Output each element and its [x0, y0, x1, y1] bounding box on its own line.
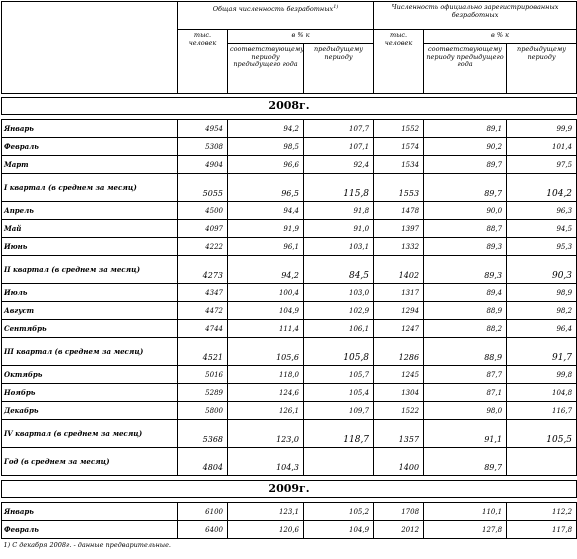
registered-yoy-percent: 89,7 — [424, 174, 507, 202]
registered-yoy-percent: 98,0 — [424, 402, 507, 420]
header-same-period-registered: соответствующему периоду предыдущего года — [424, 44, 507, 94]
total-thousand: 5055 — [178, 174, 228, 202]
registered-prev-percent: 96,3 — [507, 202, 577, 220]
table-row — [2, 256, 577, 284]
total-thousand: 6400 — [178, 521, 228, 539]
row-label: Июль — [2, 284, 178, 302]
total-yoy-percent: 98,5 — [228, 138, 304, 156]
registered-yoy-percent: 87,7 — [424, 366, 507, 384]
registered-yoy-percent: 90,0 — [424, 202, 507, 220]
total-thousand: 4347 — [178, 284, 228, 302]
row-label: Март — [2, 156, 178, 174]
table-row — [2, 238, 577, 256]
table-row — [2, 120, 577, 138]
total-prev-percent: 103,0 — [304, 284, 374, 302]
table-row — [2, 503, 577, 521]
total-yoy-percent: 120,6 — [228, 521, 304, 539]
total-thousand: 5800 — [178, 402, 228, 420]
registered-yoy-percent: 88,2 — [424, 320, 507, 338]
total-thousand: 4472 — [178, 302, 228, 320]
total-thousand: 4744 — [178, 320, 228, 338]
registered-prev-percent: 116,7 — [507, 402, 577, 420]
row-label: Август — [2, 302, 178, 320]
total-thousand: 4954 — [178, 120, 228, 138]
header-total-group: Общая численность безработных$^{1)}$ — [178, 2, 374, 30]
total-prev-percent: 104,9 — [304, 521, 374, 539]
total-thousand: 4273 — [178, 256, 228, 284]
total-thousand: 5289 — [178, 384, 228, 402]
registered-yoy-percent: 91,1 — [424, 420, 507, 448]
row-label: III квартал (в среднем за месяц) — [2, 338, 178, 366]
row-label: Июнь — [2, 238, 178, 256]
registered-thousand: 1400 — [374, 448, 424, 476]
row-label: Сентябрь — [2, 320, 178, 338]
total-yoy-percent: 104,9 — [228, 302, 304, 320]
registered-yoy-percent: 89,4 — [424, 284, 507, 302]
year-2009-label: 2009г. — [2, 481, 577, 498]
total-thousand: 4097 — [178, 220, 228, 238]
total-yoy-percent: 91,9 — [228, 220, 304, 238]
registered-thousand: 1245 — [374, 366, 424, 384]
registered-thousand: 1397 — [374, 220, 424, 238]
total-thousand: 4804 — [178, 448, 228, 476]
total-yoy-percent: 126,1 — [228, 402, 304, 420]
footnote: 1) С декабря 2008г. - данные предварительные. — [2, 539, 577, 552]
header-prev-period-total: предыдущему периоду — [304, 44, 374, 94]
registered-thousand: 1552 — [374, 120, 424, 138]
total-thousand: 5308 — [178, 138, 228, 156]
row-label: Январь — [2, 120, 178, 138]
table-row — [2, 338, 577, 366]
registered-prev-percent: 90,3 — [507, 256, 577, 284]
row-label: Октябрь — [2, 366, 178, 384]
total-thousand: 4222 — [178, 238, 228, 256]
total-yoy-percent: 100,4 — [228, 284, 304, 302]
registered-thousand: 1522 — [374, 402, 424, 420]
total-prev-percent — [304, 448, 374, 476]
header-percent-total: в % к — [228, 30, 374, 44]
registered-yoy-percent: 89,7 — [424, 448, 507, 476]
registered-prev-percent: 104,2 — [507, 174, 577, 202]
total-yoy-percent: 94,2 — [228, 256, 304, 284]
table-row — [2, 138, 577, 156]
total-prev-percent: 103,1 — [304, 238, 374, 256]
total-prev-percent: 109,7 — [304, 402, 374, 420]
total-prev-percent: 105,2 — [304, 503, 374, 521]
row-label: II квартал (в среднем за месяц) — [2, 256, 178, 284]
total-thousand: 5368 — [178, 420, 228, 448]
registered-yoy-percent: 110,1 — [424, 503, 507, 521]
total-yoy-percent: 94,4 — [228, 202, 304, 220]
registered-yoy-percent: 88,7 — [424, 220, 507, 238]
total-yoy-percent: 118,0 — [228, 366, 304, 384]
table-row — [2, 202, 577, 220]
footnote-row — [2, 539, 577, 552]
header-registered-group: Численность официально зарегистрированных безработных — [374, 2, 577, 30]
registered-thousand: 2012 — [374, 521, 424, 539]
total-prev-percent: 84,5 — [304, 256, 374, 284]
total-prev-percent: 91,0 — [304, 220, 374, 238]
table-row — [2, 220, 577, 238]
total-yoy-percent: 105,6 — [228, 338, 304, 366]
total-prev-percent: 118,7 — [304, 420, 374, 448]
registered-prev-percent: 117,8 — [507, 521, 577, 539]
row-label: I квартал (в среднем за месяц) — [2, 174, 178, 202]
header-corner — [2, 2, 178, 94]
table-row — [2, 384, 577, 402]
row-label: Апрель — [2, 202, 178, 220]
year-2008-row — [2, 98, 577, 115]
total-yoy-percent: 96,1 — [228, 238, 304, 256]
total-thousand: 4500 — [178, 202, 228, 220]
total-prev-percent: 115,8 — [304, 174, 374, 202]
table-row — [2, 284, 577, 302]
registered-thousand: 1247 — [374, 320, 424, 338]
table-row — [2, 174, 577, 202]
registered-yoy-percent: 89,3 — [424, 256, 507, 284]
total-thousand: 4521 — [178, 338, 228, 366]
table-row — [2, 366, 577, 384]
registered-prev-percent: 97,5 — [507, 156, 577, 174]
table-row — [2, 402, 577, 420]
header-row-1 — [2, 2, 577, 30]
total-prev-percent: 105,4 — [304, 384, 374, 402]
total-thousand: 5016 — [178, 366, 228, 384]
registered-yoy-percent: 89,1 — [424, 120, 507, 138]
registered-thousand: 1332 — [374, 238, 424, 256]
total-prev-percent: 91,8 — [304, 202, 374, 220]
total-yoy-percent: 123,0 — [228, 420, 304, 448]
registered-prev-percent: 94,5 — [507, 220, 577, 238]
total-prev-percent: 107,7 — [304, 120, 374, 138]
row-label: Февраль — [2, 521, 178, 539]
registered-thousand: 1534 — [374, 156, 424, 174]
row-label: Январь — [2, 503, 178, 521]
row-label: Ноябрь — [2, 384, 178, 402]
total-yoy-percent: 104,3 — [228, 448, 304, 476]
table-row — [2, 420, 577, 448]
registered-prev-percent: 104,8 — [507, 384, 577, 402]
year-2008-label: 2008г. — [2, 98, 577, 115]
registered-prev-percent: 105,5 — [507, 420, 577, 448]
header-thousand-total: тыс. человек — [178, 30, 228, 94]
table-row — [2, 448, 577, 476]
registered-yoy-percent: 87,1 — [424, 384, 507, 402]
registered-prev-percent: 101,4 — [507, 138, 577, 156]
registered-thousand: 1294 — [374, 302, 424, 320]
table-row — [2, 156, 577, 174]
registered-prev-percent: 95,3 — [507, 238, 577, 256]
header-percent-registered: в % к — [424, 30, 577, 44]
registered-yoy-percent: 88,9 — [424, 338, 507, 366]
total-thousand: 4904 — [178, 156, 228, 174]
total-yoy-percent: 96,6 — [228, 156, 304, 174]
registered-prev-percent: 98,9 — [507, 284, 577, 302]
header-same-period-total: соответствующему периоду предыдущего года — [228, 44, 304, 94]
registered-thousand: 1357 — [374, 420, 424, 448]
unemployment-table — [1, 1, 577, 551]
registered-thousand: 1402 — [374, 256, 424, 284]
total-prev-percent: 107,1 — [304, 138, 374, 156]
total-yoy-percent: 111,4 — [228, 320, 304, 338]
row-label: Май — [2, 220, 178, 238]
registered-prev-percent: 91,7 — [507, 338, 577, 366]
row-label: Год (в среднем за месяц) — [2, 448, 178, 476]
registered-thousand: 1317 — [374, 284, 424, 302]
total-yoy-percent: 124,6 — [228, 384, 304, 402]
total-prev-percent: 106,1 — [304, 320, 374, 338]
registered-thousand: 1708 — [374, 503, 424, 521]
total-yoy-percent: 94,2 — [228, 120, 304, 138]
row-label: IV квартал (в среднем за месяц) — [2, 420, 178, 448]
registered-thousand: 1553 — [374, 174, 424, 202]
registered-thousand: 1478 — [374, 202, 424, 220]
total-prev-percent: 105,8 — [304, 338, 374, 366]
row-label: Февраль — [2, 138, 178, 156]
registered-prev-percent: 99,9 — [507, 120, 577, 138]
registered-yoy-percent: 90,2 — [424, 138, 507, 156]
registered-yoy-percent: 89,7 — [424, 156, 507, 174]
registered-prev-percent: 112,2 — [507, 503, 577, 521]
registered-prev-percent: 96,4 — [507, 320, 577, 338]
table-row — [2, 302, 577, 320]
registered-yoy-percent: 89,3 — [424, 238, 507, 256]
total-thousand: 6100 — [178, 503, 228, 521]
header-prev-period-registered: предыдущему периоду — [507, 44, 577, 94]
registered-yoy-percent: 127,8 — [424, 521, 507, 539]
total-prev-percent: 92,4 — [304, 156, 374, 174]
registered-prev-percent — [507, 448, 577, 476]
total-yoy-percent: 123,1 — [228, 503, 304, 521]
row-label: Декабрь — [2, 402, 178, 420]
registered-prev-percent: 99,8 — [507, 366, 577, 384]
registered-thousand: 1286 — [374, 338, 424, 366]
table-row — [2, 521, 577, 539]
registered-yoy-percent: 88,9 — [424, 302, 507, 320]
table-row — [2, 320, 577, 338]
registered-prev-percent: 98,2 — [507, 302, 577, 320]
year-2009-row — [2, 481, 577, 498]
header-thousand-registered: тыс. человек — [374, 30, 424, 94]
registered-thousand: 1574 — [374, 138, 424, 156]
total-prev-percent: 105,7 — [304, 366, 374, 384]
registered-thousand: 1304 — [374, 384, 424, 402]
total-yoy-percent: 96,5 — [228, 174, 304, 202]
total-prev-percent: 102,9 — [304, 302, 374, 320]
